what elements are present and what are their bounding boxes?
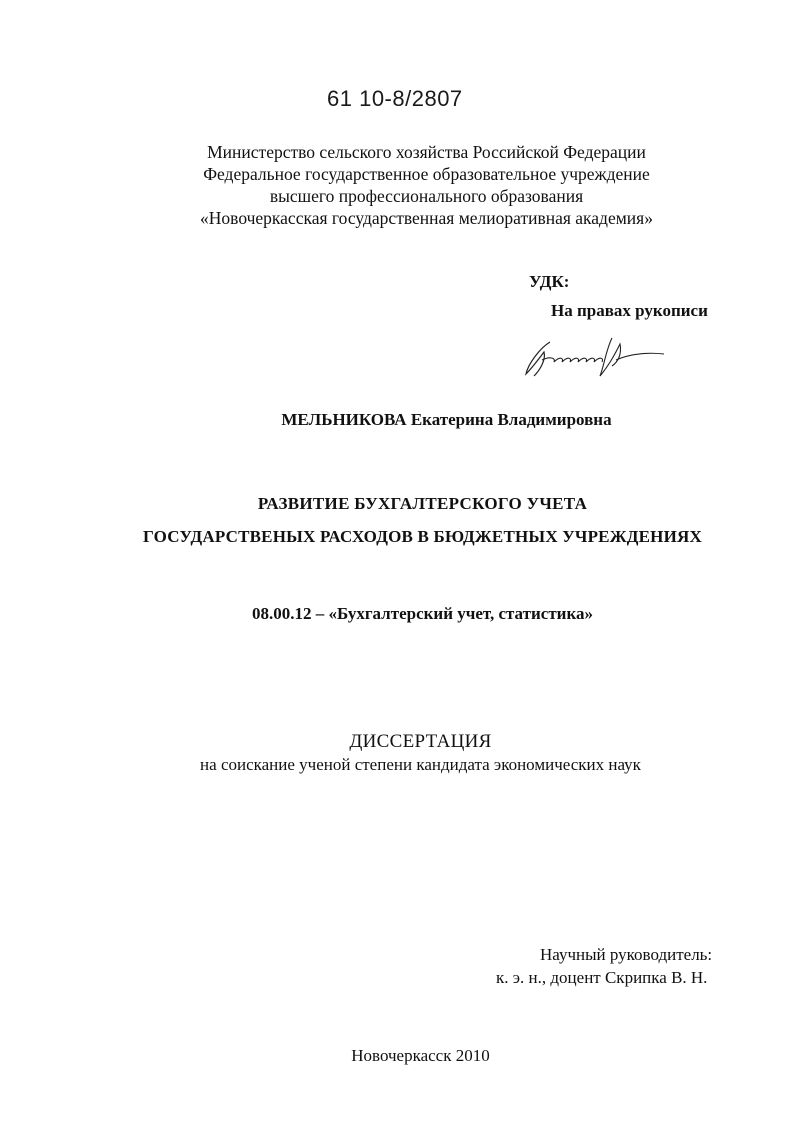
udk-label: УДК:: [529, 272, 570, 291]
advisor-name: к. э. н., доцент Скрипка В. Н.: [496, 968, 708, 987]
institution-line-4: «Новочеркасская государственная мелиоративная академия»: [200, 208, 653, 228]
author-name: МЕЛЬНИКОВА Екатерина Владимировна: [281, 410, 612, 429]
manuscript-rights: На правах рукописи: [551, 301, 708, 320]
city-year: Новочеркасск 2010: [351, 1046, 490, 1065]
advisor-label: Научный руководитель:: [540, 945, 713, 964]
institution-line-1: Министерство сельского хозяйства Российской Федерации: [207, 142, 646, 162]
handwritten-signature: [520, 330, 670, 382]
institution-line-2: Федеральное государственное образовательное учреждение: [203, 164, 650, 184]
document-type: ДИССЕРТАЦИЯ: [349, 731, 492, 752]
dissertation-title-line-1: РАЗВИТИЕ БУХГАЛТЕРСКОГО УЧЕТА: [257, 494, 588, 513]
archive-stamp-number: 61 10-8/2807: [327, 86, 463, 111]
dissertation-title-line-2: ГОСУДАРСТВЕНЫХ РАСХОДОВ В БЮДЖЕТНЫХ УЧРЕЖДЕНИЯХ: [143, 527, 702, 546]
institution-header: [30, 141, 793, 229]
institution-line-3: высшего профессионального образования: [269, 186, 584, 206]
degree-description: на соискание ученой степени кандидата экономических наук: [200, 755, 641, 774]
specialty-code: 08.00.12 – «Бухгалтерский учет, статистика»: [252, 604, 593, 623]
